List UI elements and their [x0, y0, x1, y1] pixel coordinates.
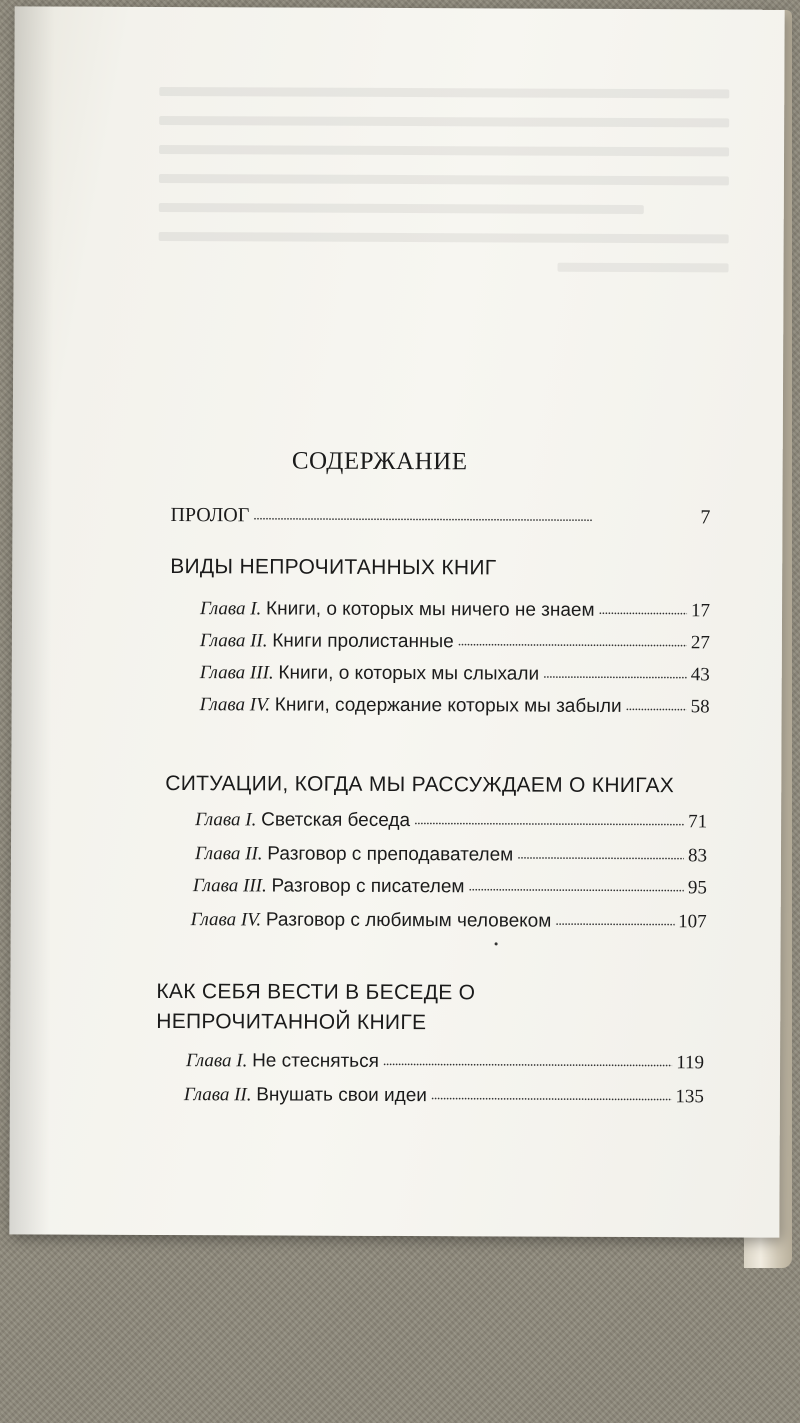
toc-chapter-entry[interactable] [184, 1084, 704, 1108]
toc-chapter-entry[interactable] [200, 662, 710, 686]
chapter-title: Книги пролистанные [272, 630, 454, 653]
toc-page-number: 83 [687, 845, 708, 867]
dot-leader [414, 813, 684, 830]
toc-entry-label: ПРОЛОГ [170, 504, 250, 527]
toc-title: СОДЕРЖАНИЕ [291, 447, 468, 476]
chapter-number: Глава II. [199, 630, 268, 652]
chapter-number: Глава III. [192, 875, 267, 897]
toc-chapter-entry[interactable] [186, 1050, 704, 1074]
toc-chapter-entry[interactable] [200, 598, 710, 622]
dot-leader [253, 508, 696, 526]
dot-leader [599, 603, 688, 619]
toc-chapter-entry[interactable] [200, 694, 710, 718]
chapter-number: Глава III. [199, 662, 274, 684]
chapter-title: Разговор с преподавателем [267, 843, 514, 866]
chapter-title: Книги, о которых мы слыхали [278, 662, 540, 685]
dot-leader [458, 634, 687, 651]
dot-leader [626, 699, 687, 715]
toc-chapter-entry[interactable] [195, 809, 707, 833]
toc-page-number: 7 [700, 506, 711, 529]
toc-chapter-entry[interactable] [191, 909, 707, 933]
toc-chapter-entry[interactable] [195, 843, 707, 867]
toc-page-number: 135 [675, 1086, 704, 1108]
chapter-title: Книги, о которых мы ничего не знаем [266, 598, 595, 621]
chapter-title: Не стесняться [252, 1050, 379, 1072]
toc-page-number: 71 [688, 811, 708, 833]
page-gutter-shadow [9, 6, 54, 1234]
dot-leader [555, 914, 674, 931]
print-speck [495, 942, 498, 945]
chapter-number: Глава I. [186, 1050, 248, 1072]
dot-leader [468, 879, 683, 896]
dot-leader [431, 1088, 672, 1105]
toc-chapter-entry[interactable] [193, 875, 707, 899]
chapter-number: Глава I. [195, 809, 257, 831]
dot-leader [543, 667, 687, 684]
chapter-number: Глава II. [183, 1084, 252, 1106]
toc-page-number: 17 [691, 600, 711, 622]
chapter-title: Разговор с писателем [271, 875, 465, 898]
show-through-text [158, 87, 730, 449]
section-heading[interactable]: ВИДЫ НЕПРОЧИТАННЫХ КНИГ [170, 555, 497, 580]
chapter-title: Светская беседа [261, 809, 411, 832]
section-heading-line: КАК СЕБЯ ВЕСТИ В БЕСЕДЕ О [156, 979, 476, 1005]
chapter-title: Разговор с любимым человеком [265, 909, 552, 932]
toc-page-number: 27 [690, 632, 710, 654]
book-page [9, 6, 784, 1237]
chapter-title: Книги, содержание которых мы забыли [274, 694, 622, 717]
toc-page-number: 119 [676, 1052, 705, 1074]
section-heading[interactable] [156, 977, 475, 1038]
toc-page-number: 43 [690, 664, 710, 686]
toc-chapter-entry[interactable] [200, 630, 710, 654]
section-heading[interactable]: СИТУАЦИИ, КОГДА МЫ РАССУЖДАЕМ О КНИГАХ [165, 771, 675, 798]
chapter-title: Внушать свои идеи [256, 1084, 427, 1107]
chapter-number: Глава II. [194, 843, 263, 865]
dot-leader [517, 848, 684, 865]
toc-entry-prolog[interactable] [170, 504, 710, 529]
chapter-number: Глава IV. [199, 694, 271, 716]
dot-leader [383, 1054, 672, 1071]
chapter-number: Глава IV. [190, 909, 262, 931]
toc-page-number: 58 [690, 696, 710, 718]
toc-page-number: 107 [678, 911, 707, 933]
chapter-number: Глава I. [200, 598, 262, 620]
toc-page-number: 95 [687, 877, 707, 899]
section-heading-line: НЕПРОЧИТАННОЙ КНИГЕ [156, 1009, 427, 1035]
